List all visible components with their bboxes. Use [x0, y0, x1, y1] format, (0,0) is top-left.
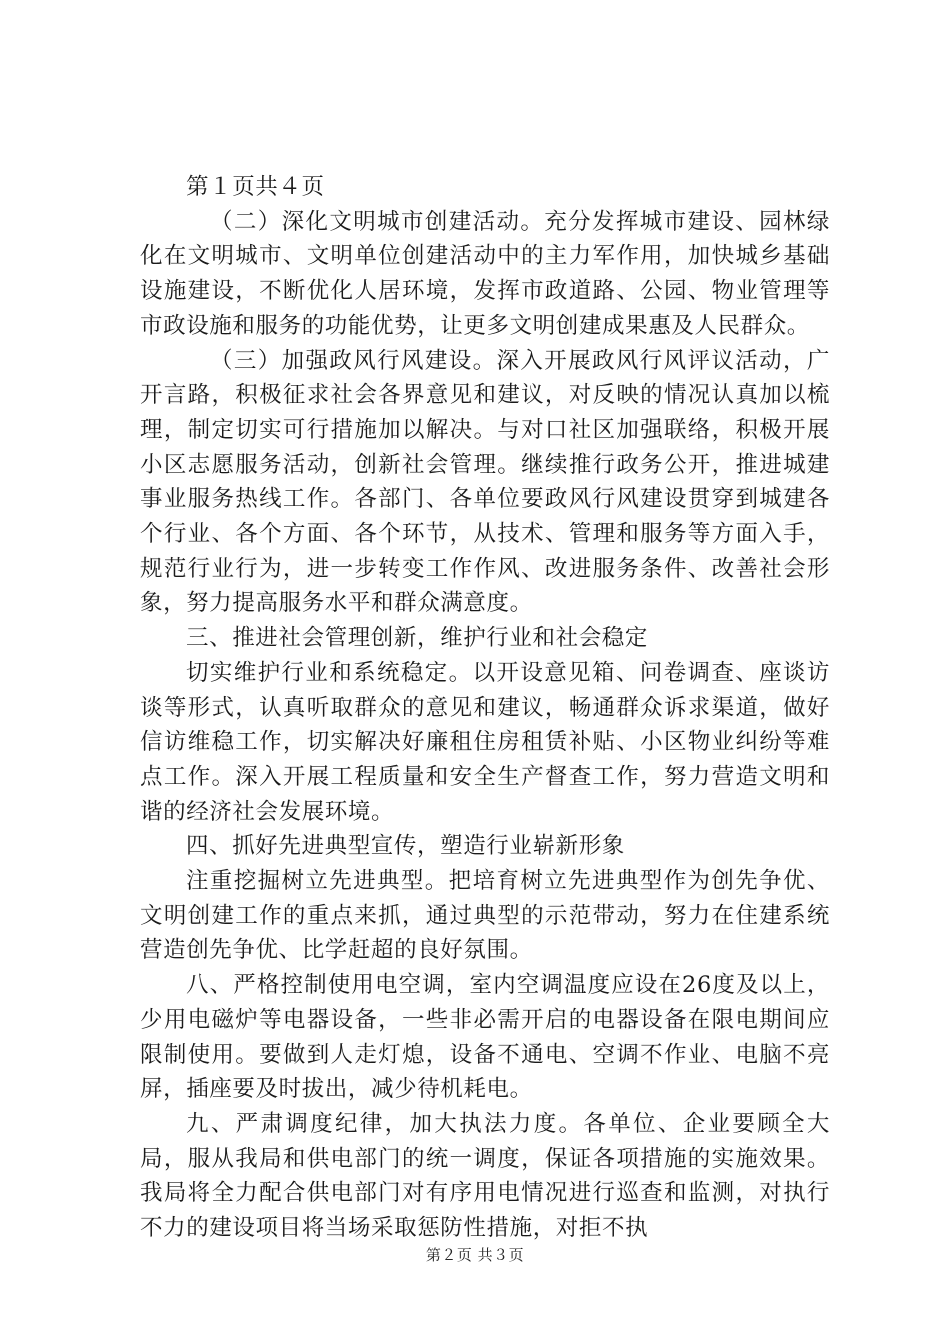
paragraph-conduct-building: （三）加强政风行风建设。深入开展政风行风评议活动，广开言路，积极征求社会各界意见和建议，对反映的情况认真加以梳理，制定切实可行措施加以解决。与对口社区加强联络，积极开展小区志愿服务活动，创新社会管理。继续推行政务公开，推进城建事业服务热线工作。各部门、各单位要政风行风建设贯穿到城建各个行业、各个方面、各个环节，从技术、管理和服务等方面入手，规范行业行为，进一步转变工作作风、改进服务条件、改善社会形象，努力提高服务水平和群众满意度。: [140, 347, 830, 617]
section-heading-model-publicity: 四、抓好先进典型宣传，塑造行业崭新形象: [186, 833, 625, 860]
document-body: [140, 170, 830, 1246]
page-footer: 第２页 共３页: [425, 1246, 525, 1264]
paragraph-air-conditioning: 八、严格控制使用电空调，室内空调温度应设在26度及以上，少用电磁炉等电器设备，一些非必需开启的电器设备在限电期间应限制使用。要做到人走灯熄，设备不通电、空调不作业、电脑不亮屏，插座要及时拔出，减少待机耗电。: [140, 972, 830, 1103]
paragraph-civilized-city: （二）深化文明城市创建活动。充分发挥城市建设、园林绿化在文明城市、文明单位创建活动中的主力军作用，加快城乡基础设施建设，不断优化人居环境，发挥市政道路、公园、物业管理等市政设施和服务的功能优势，让更多文明创建成果惠及人民群众。: [140, 208, 830, 339]
paragraph-stability: 切实维护行业和系统稳定。以开设意见箱、问卷调查、座谈访谈等形式，认真听取群众的意见和建议，畅通群众诉求渠道，做好信访维稳工作，切实解决好廉租住房租赁补贴、小区物业纠纷等难点工作。深入开展工程质量和安全生产督查工作，努力营造文明和谐的经济社会发展环境。: [140, 659, 830, 825]
paragraph-models: 注重挖掘树立先进典型。把培育树立先进典型作为创先争优、文明创建工作的重点来抓，通过典型的示范带动，努力在住建系统营造创先争优、比学赶超的良好氛围。: [140, 868, 830, 964]
paragraph-dispatch-discipline: 九、严肃调度纪律，加大执法力度。各单位、企业要顾全大局，服从我局和供电部门的统一调度，保证各项措施的实施效果。我局将全力配合供电部门对有序用电情况进行巡查和监测，对执行不力的建设项目将当场采取惩防性措施，对拒不执: [140, 1110, 830, 1242]
section-heading-social-management: 三、推进社会管理创新，维护行业和社会稳定: [186, 625, 649, 652]
page-label-line: 第１页共４页: [186, 174, 325, 200]
